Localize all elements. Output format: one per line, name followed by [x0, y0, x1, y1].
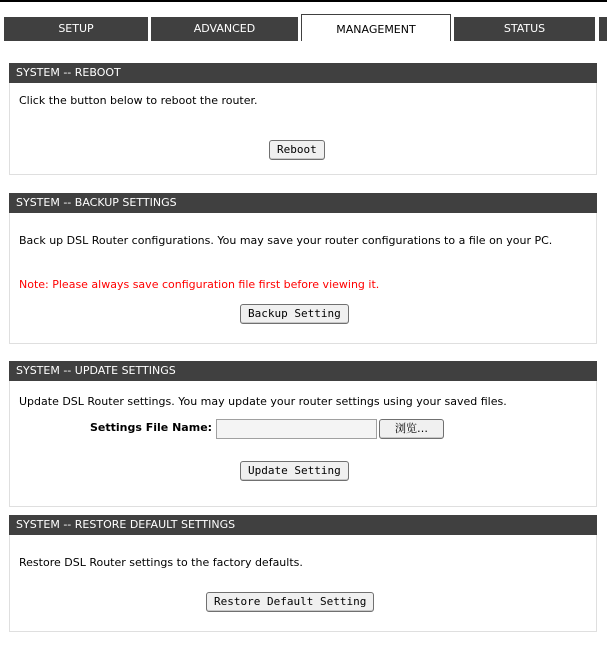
update-description: Update DSL Router settings. You may update your router settings using your saved files. [19, 395, 507, 408]
restore-body [10, 535, 596, 631]
browse-button[interactable]: 浏览… [379, 419, 444, 439]
top-border [0, 0, 607, 2]
restore-default-button[interactable]: Restore Default Setting [206, 592, 374, 612]
tab-edge [599, 17, 607, 41]
reboot-body [10, 83, 596, 174]
update-panel [9, 361, 597, 507]
reboot-button[interactable]: Reboot [269, 140, 325, 160]
backup-body [10, 213, 596, 343]
backup-note: Note: Please always save configuration file first before viewing it. [19, 278, 380, 291]
restore-title: SYSTEM -- RESTORE DEFAULT SETTINGS [9, 515, 597, 535]
reboot-panel [9, 63, 597, 175]
settings-file-input[interactable] [216, 419, 377, 439]
restore-description: Restore DSL Router settings to the factory defaults. [19, 556, 303, 569]
reboot-title: SYSTEM -- REBOOT [9, 63, 597, 83]
backup-description: Back up DSL Router configurations. You may save your router configurations to a file on your PC. [19, 234, 553, 247]
settings-file-label: Settings File Name: [90, 421, 213, 434]
tab-setup[interactable]: SETUP [4, 17, 148, 41]
main-tabs [4, 17, 607, 41]
update-title: SYSTEM -- UPDATE SETTINGS [9, 361, 597, 381]
update-body [10, 381, 596, 506]
backup-title: SYSTEM -- BACKUP SETTINGS [9, 193, 597, 213]
backup-setting-button[interactable]: Backup Setting [240, 304, 349, 324]
update-setting-button[interactable]: Update Setting [240, 461, 349, 481]
backup-panel [9, 193, 597, 344]
tab-divider [595, 17, 598, 41]
reboot-description: Click the button below to reboot the router. [19, 94, 258, 107]
restore-panel [9, 515, 597, 632]
tab-status[interactable]: STATUS [454, 17, 595, 41]
tab-management[interactable]: MANAGEMENT [301, 14, 451, 41]
tab-advanced[interactable]: ADVANCED [151, 17, 298, 41]
